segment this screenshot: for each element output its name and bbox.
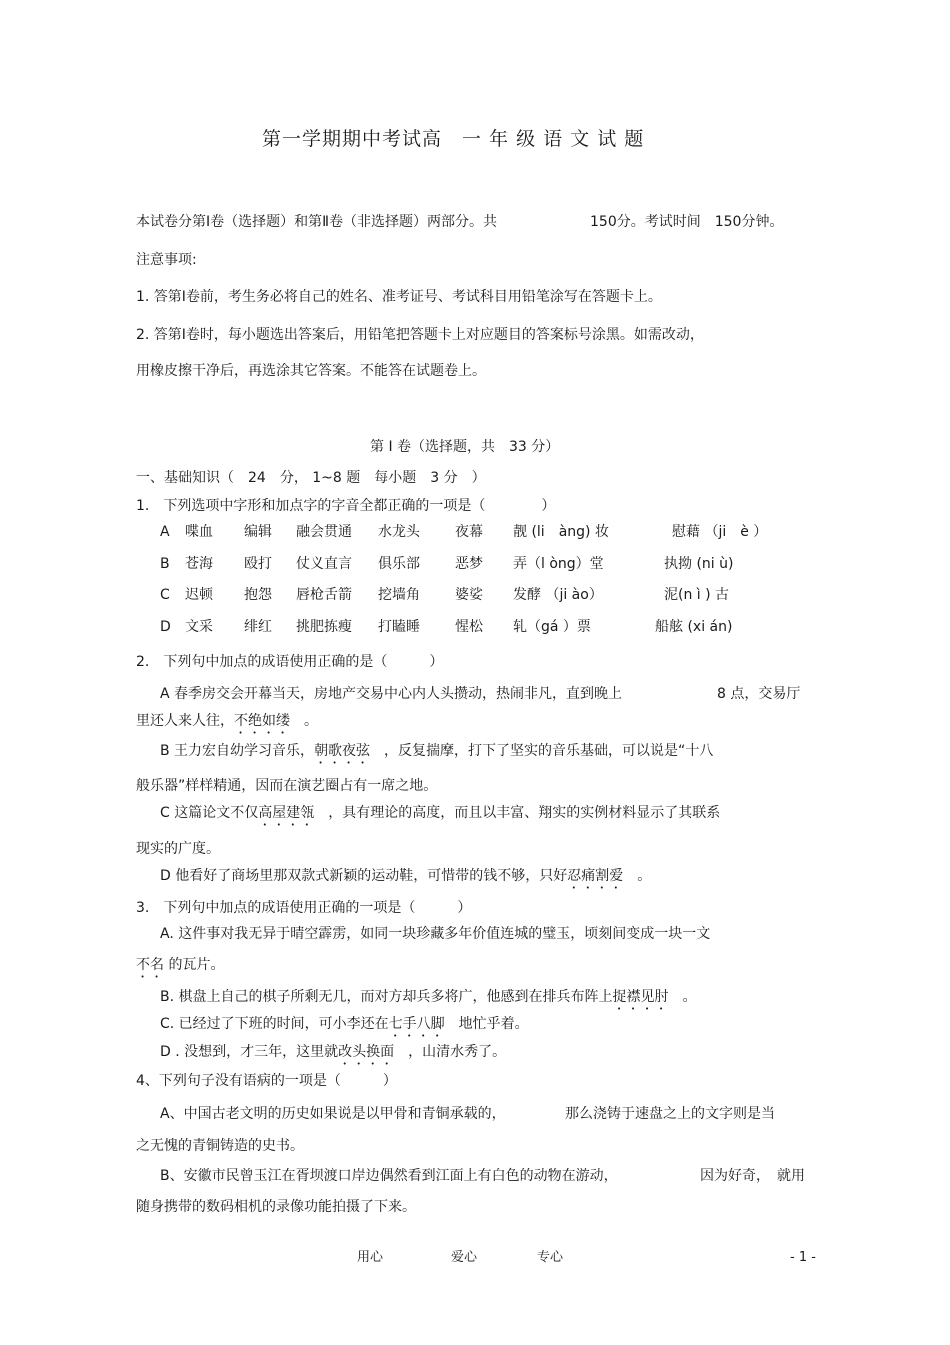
question-4-option-a: A、中国古老文明的历史如果说是以甲骨和青铜承载的， [160,1106,506,1122]
option-label: D [160,619,171,635]
intro-score-time: 150分。考试时间 150分钟。 [590,214,784,230]
question-3-option-a: A. 这件事对我无异于晴空霹雳，如同一块珍藏多年价值连城的璧玉，顷刻间变成一块一文 [160,926,711,942]
option-item: 恶梦 [455,556,483,572]
question-1-stem: 1. 下列选项中字形和加点字的字音全都正确的一项是（ ） [136,498,556,514]
page-number: - 1 - [790,1250,816,1265]
question-2-option-a-line2 [136,711,318,737]
option-item: 慰藉 （ji è ） [672,524,768,540]
footer-middle: 爱心 [451,1250,478,1265]
text: 里还人来人往， [136,713,234,729]
option-item: 靓 (li àng) 妆 [513,524,609,540]
text: B. 棋盘上自己的棋子所剩无几，而对方却兵多将广，他感到在排兵布阵上 [160,989,613,1005]
option-item: 夜幕 [455,524,483,540]
question-4-stem: 4、下列句子没有语病的一项是（ ） [136,1073,397,1089]
option-item: 打瞌睡 [378,619,420,635]
dotted-idiom: 高屋建瓴 [258,805,315,821]
option-item: 仗义直言 [296,556,352,572]
option-item: 殴打 [244,556,272,572]
option-item: 惺松 [455,619,483,635]
notice-item-1: 1. 答第Ⅰ卷前，考生务必将自己的姓名、准考证号、考试科目用铅笔涂写在答题卡上。 [136,289,662,305]
text: D 他看好了商场里那双款式新颖的运动鞋，可惜带的钱不够，只好 [160,868,568,884]
option-label: A [160,524,170,540]
option-item: 船舷 (xi án) [655,619,733,635]
question-3-option-b [160,987,697,1013]
question-2-option-d [160,866,651,892]
question-2-option-a: A 春季房交会开幕当天，房地产交易中心内人头攒动，热闹非凡，直到晚上 [160,686,623,702]
option-label: B [160,556,170,572]
question-3-stem: 3. 下列句中加点的成语使用正确的一项是（ ） [136,900,472,916]
text: ，山清水秀了。 [394,1044,507,1060]
dotted-idiom: 忍痛割爱 [567,868,624,884]
dotted-idiom: 不绝如缕 [234,713,290,729]
footer-left: 用心 [357,1250,384,1265]
text: B 王力宏自幼学习音乐， [160,743,315,759]
question-2-option-c [160,803,720,829]
text: ，具有理论的高度，而且以丰富、翔实的实例材料显示了其联系 [314,805,721,821]
option-item: 唇枪舌箭 [296,587,352,603]
question-3-option-c [160,1014,529,1040]
option-item: 编辑 [244,524,272,540]
question-4-option-a-line2: 之无愧的青铜铸造的史书。 [136,1138,304,1154]
dotted-idiom: 捉襟见肘 [612,989,669,1005]
option-item: 执拗 (ni ù) [664,556,734,572]
notice-item-2: 2. 答第Ⅰ卷时，每小题选出答案后，用铅笔把答题卡上对应题目的答案标号涂黑。如需改动， [136,327,704,343]
notice-heading: 注意事项: [136,252,197,268]
question-3-option-d [160,1042,506,1068]
question-2-option-b [160,741,713,767]
dotted-idiom: 改头换面 [338,1044,395,1060]
page-title: 第一学期期中考试高 一 年 级 语 文 试 题 [262,128,645,150]
option-label: C [160,587,170,603]
option-item: 婆娑 [455,587,483,603]
intro-line-1: 本试卷分第Ⅰ卷（选择题）和第Ⅱ卷（非选择题）两部分。共 [136,214,498,230]
question-2-option-a-cont: 8 点，交易厅 [717,686,801,702]
question-2-option-c-cont: 现实的广度。 [136,841,220,857]
dotted-idiom: 不名 [136,957,164,973]
question-2-stem: 2. 下列句中加点的成语使用正确的是（ ） [136,654,444,670]
text: 的瓦片。 [164,957,225,973]
text: 地忙乎着。 [444,1016,529,1032]
text: D . 没想到，才三年，这里就 [160,1044,339,1060]
dotted-idiom: 朝歌夜弦 [314,743,371,759]
option-item: 抱怨 [244,587,272,603]
option-item: 迟顿 [185,587,213,603]
dotted-idiom: 七手八脚 [388,1016,445,1032]
option-item: 苍海 [185,556,213,572]
notice-item-2-cont: 用橡皮擦干净后，再选涂其它答案。不能答在试题卷上。 [136,363,486,379]
footer-right: 专心 [537,1250,564,1265]
option-item: 挑肥拣瘦 [296,619,352,635]
text: C 这篇论文不仅 [160,805,259,821]
question-2-option-b-cont: 般乐器”样样精通，因而在演艺圈占有一席之地。 [136,778,438,794]
option-item: 俱乐部 [378,556,420,572]
option-item: 弄（l òng）堂 [513,556,604,572]
text: 。 [668,989,697,1005]
question-4-option-a-cont: 那么浇铸于速盘之上的文字则是当 [565,1106,775,1122]
text: ，反复揣摩，打下了坚实的音乐基础，可以说是“十八 [370,743,714,759]
text: 。 [623,868,652,884]
option-item: 融会贯通 [296,524,352,540]
option-item: 水龙头 [378,524,420,540]
section-title: 第 I 卷（选择题，共 33 分） [370,439,560,455]
option-item: 轧（gá ）票 [513,619,591,635]
question-3-option-a-cont [136,955,224,981]
option-item: 喋血 [185,524,213,540]
question-4-option-b: B、安徽市民曾玉江在胥坝渡口岸边偶然看到江面上有白色的动物在游动， [160,1168,618,1184]
option-item: 发酵 （ji ào） [513,587,603,603]
option-item: 文采 [185,619,213,635]
option-item: 绯红 [244,619,272,635]
option-item: 泥(n ì ) 古 [664,587,730,603]
option-item: 挖墙角 [378,587,420,603]
question-4-option-b-line2: 随身携带的数码相机的录像功能拍摄了下来。 [136,1199,416,1215]
text: 。 [290,713,318,729]
part-heading: 一、基础知识（ 24 分， 1~8 题 每小题 3 分 ） [136,470,486,486]
text: C. 已经过了下班的时间，可小李还在 [160,1016,389,1032]
question-4-option-b-cont: 因为好奇， 就用 [700,1168,805,1184]
